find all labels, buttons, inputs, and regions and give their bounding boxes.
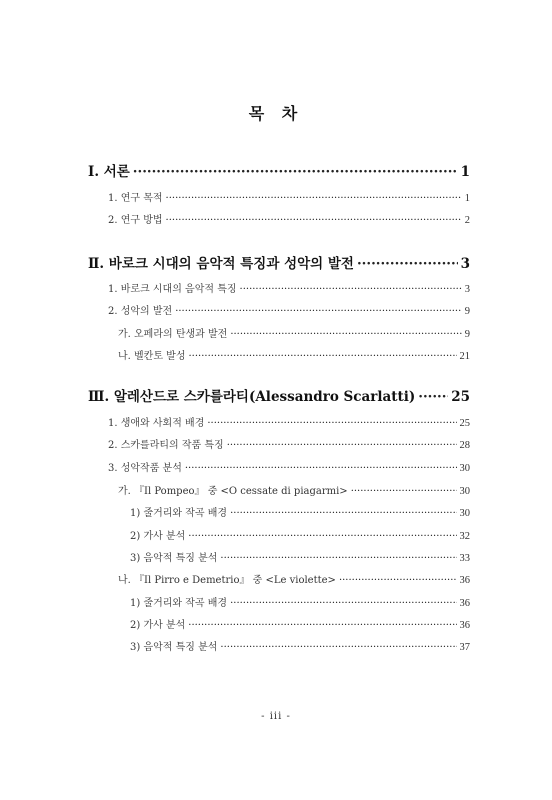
- dot-leader: [207, 418, 456, 429]
- dot-leader: [188, 531, 456, 542]
- page-title: 목 차: [248, 104, 304, 123]
- toc-item[interactable]: [130, 638, 470, 653]
- toc-subsection[interactable]: [118, 347, 470, 362]
- dot-leader: [189, 351, 457, 362]
- toc-section-label: 1. 생애와 사회적 배경: [108, 418, 205, 429]
- toc-page-number: 30: [459, 508, 470, 519]
- dot-leader: [357, 256, 458, 272]
- toc-page-number: 36: [459, 575, 470, 586]
- toc-section[interactable]: [108, 436, 470, 451]
- toc-page-number: 37: [459, 642, 470, 653]
- toc-page-number: 25: [451, 389, 470, 405]
- toc-item-label: 3) 음악적 특징 분석: [130, 553, 218, 564]
- toc-page-number: 33: [459, 553, 470, 564]
- dot-leader: [133, 164, 458, 180]
- dot-leader: [230, 329, 461, 340]
- toc-chapter-1[interactable]: [88, 160, 470, 180]
- toc-item[interactable]: [130, 549, 470, 564]
- toc-section[interactable]: [108, 459, 470, 474]
- toc-section[interactable]: [108, 302, 470, 317]
- toc-chapter-label: Ⅱ. 바로크 시대의 음악적 특징과 성악의 발전: [88, 256, 354, 272]
- toc-section[interactable]: [108, 211, 470, 226]
- toc-subsection[interactable]: [118, 571, 470, 586]
- dot-leader: [230, 598, 456, 609]
- dot-leader: [240, 284, 462, 295]
- dot-leader: [185, 463, 457, 474]
- toc-page-number: 30: [459, 463, 470, 474]
- toc-page-number: 32: [459, 531, 470, 542]
- dot-leader: [351, 486, 457, 497]
- dot-leader: [220, 642, 456, 653]
- toc-page-number: 30: [459, 486, 470, 497]
- toc-item-label: 3) 음악적 특징 분석: [130, 642, 218, 653]
- dot-leader: [175, 306, 462, 317]
- toc-item[interactable]: [130, 616, 470, 631]
- toc-page-number: 36: [459, 598, 470, 609]
- toc-section-label: 1. 연구 목적: [108, 193, 163, 204]
- toc-page-number: 21: [459, 351, 470, 362]
- toc-item-label: 2) 가사 분석: [130, 620, 186, 631]
- toc-item-label: 1) 줄거리와 작곡 배경: [130, 598, 228, 609]
- toc-chapter-3[interactable]: [88, 385, 470, 405]
- dot-leader: [230, 508, 456, 519]
- toc-chapter-label: Ⅲ. 알레산드로 스카를라티(Alessandro Scarlatti): [88, 389, 416, 405]
- toc-section-label: 1. 바로크 시대의 음악적 특징: [108, 284, 237, 295]
- toc-section[interactable]: [108, 280, 470, 295]
- dot-leader: [418, 389, 448, 405]
- toc-page-number: 3: [464, 284, 470, 295]
- toc-subsection-label: 가. 오페라의 탄생과 발전: [118, 329, 228, 340]
- toc-page-number: 28: [459, 440, 470, 451]
- toc-section[interactable]: [108, 189, 470, 204]
- dot-leader: [227, 440, 457, 451]
- dot-leader: [166, 193, 462, 204]
- toc-item-label: 1) 줄거리와 작곡 배경: [130, 508, 228, 519]
- toc-section[interactable]: [108, 414, 470, 429]
- dot-leader: [220, 553, 456, 564]
- toc-page-number: 9: [464, 329, 470, 340]
- toc-page-number: 9: [464, 306, 470, 317]
- toc-page-number: 36: [459, 620, 470, 631]
- toc-section-label: 2. 스카를라티의 작품 특징: [108, 440, 224, 451]
- toc-item[interactable]: [130, 504, 470, 519]
- toc-page-number: 25: [459, 418, 470, 429]
- toc-subsection-label: 가. 『Il Pompeo』 중 <O cessate di piagarmi>: [118, 486, 348, 497]
- toc-section-label: 2. 연구 방법: [108, 215, 163, 226]
- toc-page-number: 3: [460, 256, 470, 272]
- toc-item[interactable]: [130, 527, 470, 542]
- page-footer: - iii -: [261, 711, 291, 722]
- dot-leader: [166, 215, 462, 226]
- toc-subsection-label: 나. 『Il Pirro e Demetrio』 중 <Le violette>: [118, 575, 336, 586]
- toc-section-label: 2. 성악의 발전: [108, 306, 173, 317]
- toc-item[interactable]: [130, 594, 470, 609]
- toc-chapter-2[interactable]: [88, 252, 470, 272]
- dot-leader: [339, 575, 457, 586]
- toc-chapter-label: Ⅰ. 서론: [88, 164, 130, 180]
- toc-section-label: 3. 성악작품 분석: [108, 463, 182, 474]
- dot-leader: [188, 620, 456, 631]
- toc-page-number: 1: [460, 164, 470, 180]
- toc-page-number: 1: [464, 193, 470, 204]
- toc-subsection[interactable]: [118, 482, 470, 497]
- toc-page-number: 2: [464, 215, 470, 226]
- toc-subsection[interactable]: [118, 325, 470, 340]
- toc-item-label: 2) 가사 분석: [130, 531, 186, 542]
- toc-subsection-label: 나. 벨칸토 발성: [118, 351, 186, 362]
